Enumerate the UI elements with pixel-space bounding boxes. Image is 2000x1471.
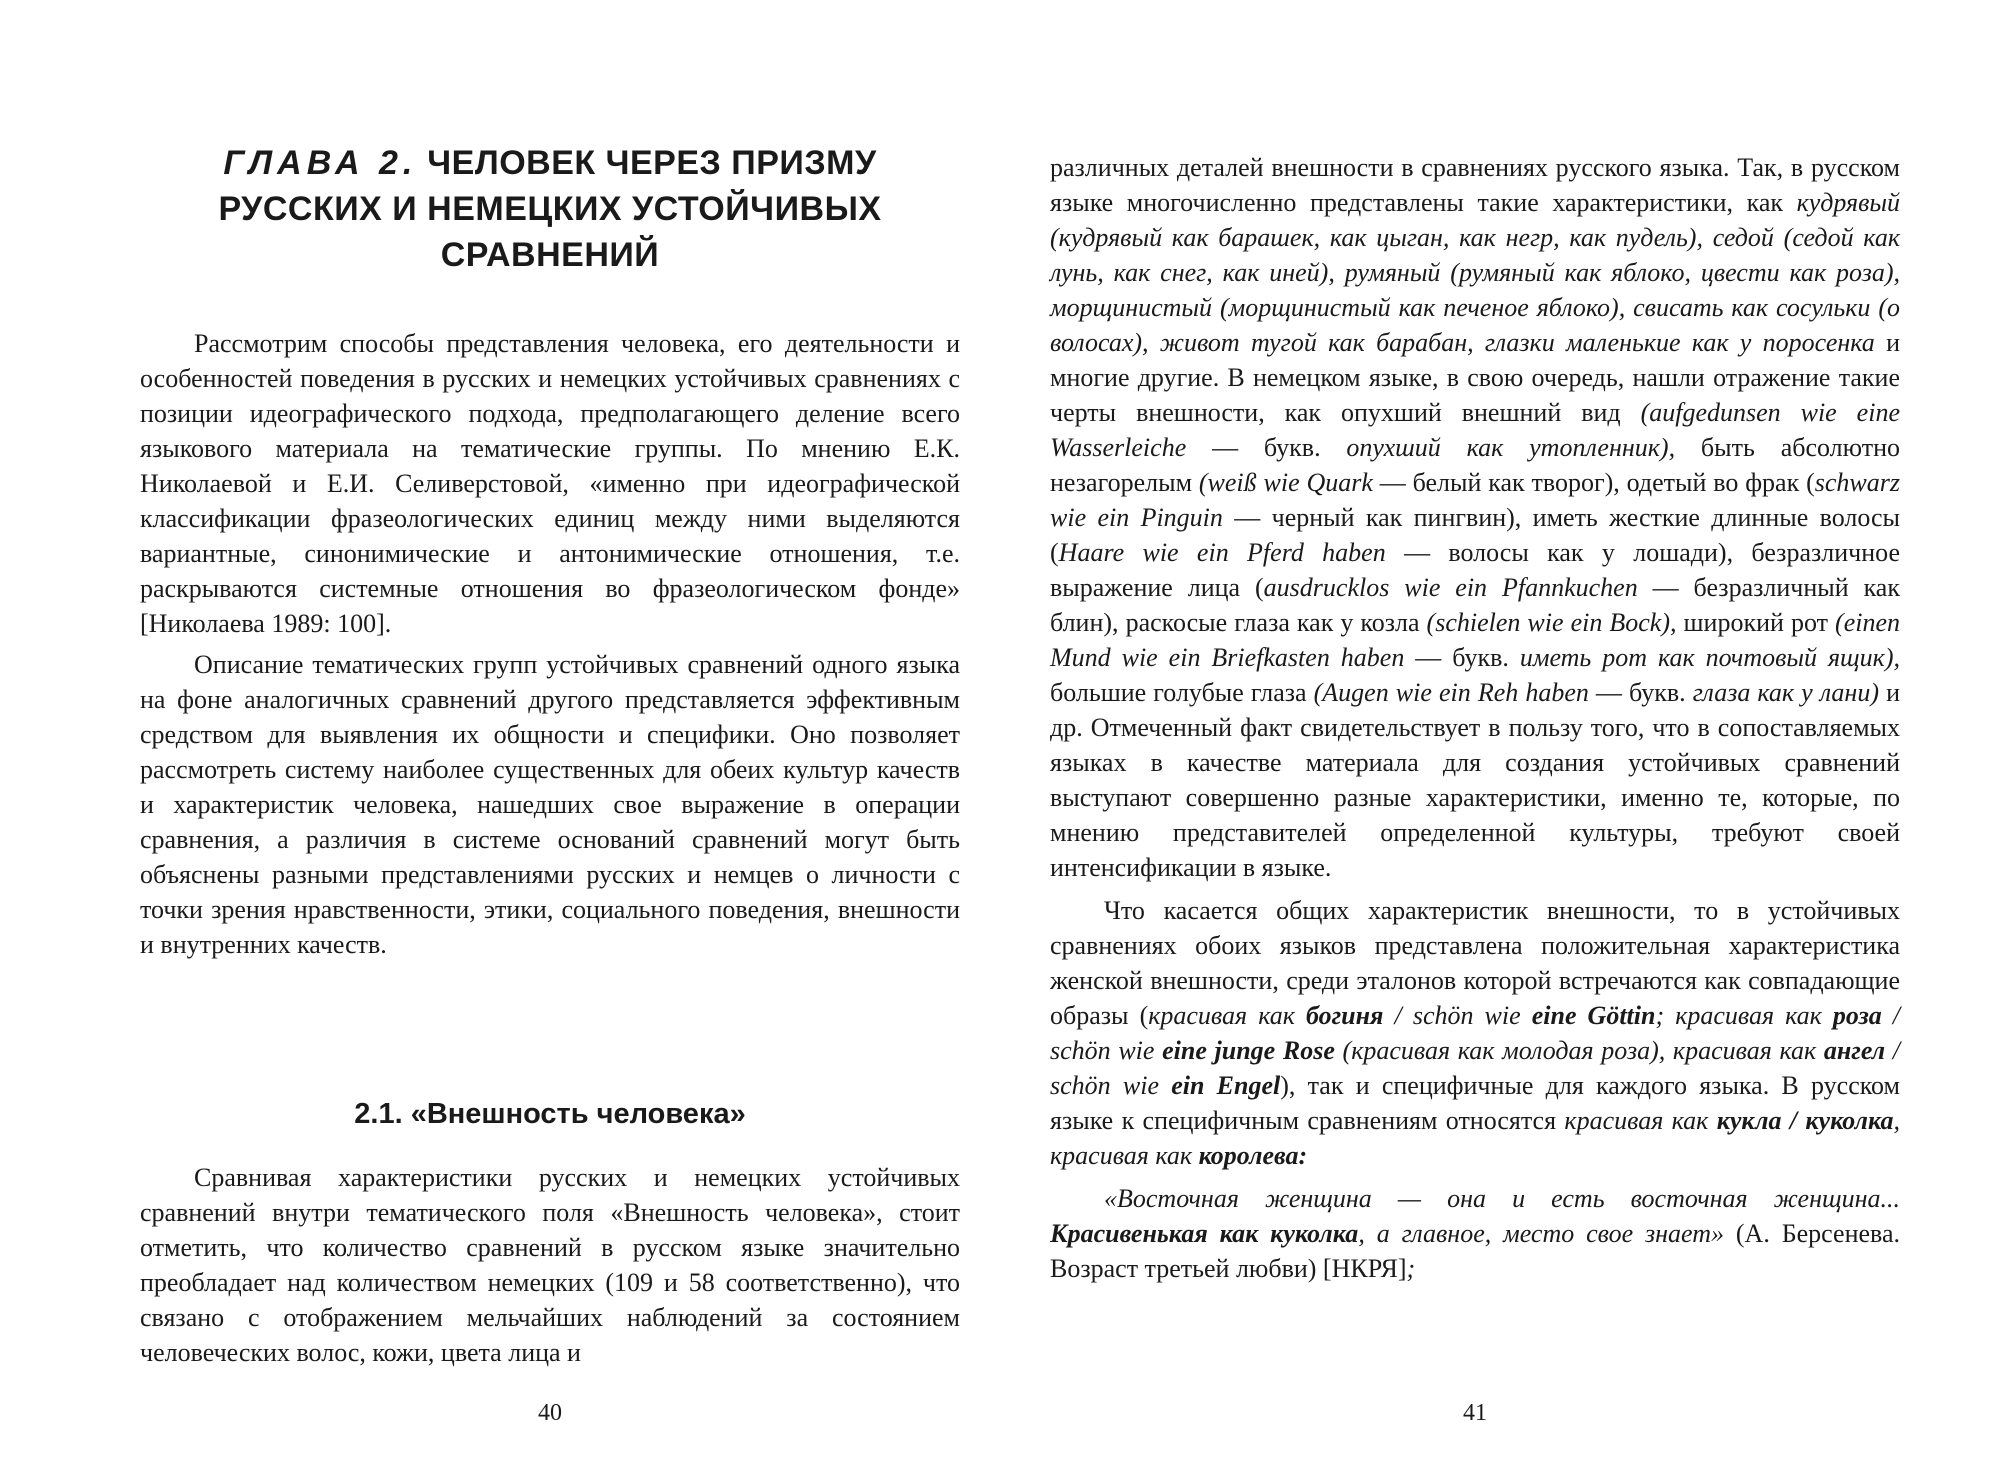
text-run: ; xyxy=(1406,1254,1416,1283)
right-page xyxy=(1050,0,1900,1471)
quote-run: «Восточная женщина — она и есть восточная женщина... xyxy=(1104,1184,1900,1213)
example-run: красивая как xyxy=(1148,1001,1306,1030)
text-run: широкий рот xyxy=(1676,608,1836,637)
example-run: кудрявый (кудрявый как барашек, как цыган, как негр, как пудель), седой (седой как лунь, как снег, как иней), румяный (румяный как яблоко, цвести как роза), морщинистый (морщинистый как печеное яблоко), свисать как сосульки (о волосах), живот тугой как барабан, глазки маленькие как у поросенка xyxy=(1050,188,1900,357)
example-run: / schön wie xyxy=(1050,1036,1900,1100)
text-run: — букв. xyxy=(1404,643,1520,672)
emphasis-run: eine Göttin xyxy=(1531,1001,1656,1030)
text-run: — черный как пингвин), иметь жесткие длинные волосы ( xyxy=(1050,503,1900,567)
emphasis-run: Красивенькая как куколка xyxy=(1050,1219,1359,1248)
section-title: 2.1. «Внешность человека» xyxy=(354,1098,746,1130)
example-run: глаза как у лани) xyxy=(1692,678,1879,707)
example-run: (красивая как молодая роза), красивая как xyxy=(1334,1036,1824,1065)
paragraph: Сравнивая характеристики русских и немецких устойчивых сравнений внутри тематического поля «Внешность человека», стоит отметить, что количество сравнений в русском языке значительно преобладает над количеством немецких (109 и 58 соответственно), что связано с отображением мельчайших наблюдений за состоянием человеческих волос, кожи, цвета лица и xyxy=(140,1163,960,1367)
paragraph: Описание тематических групп устойчивых сравнений одного языка на фоне аналогичных сравнений другого представляется эффективным средством для выявления их общности и специфики. Оно позволяет рассмотреть систему наиболее существенных для обеих культур качеств и характеристик человека, нашедших свое выражение в операции сравнения, а различия в системе оснований сравнений могут быть объяснены разными представлениями русских и немцев о личности с точки зрения нравственности, этики, социального поведения, внешности и внутренних качеств. xyxy=(140,650,960,959)
text-run: — букв. xyxy=(1186,433,1347,462)
paragraph: Рассмотрим способы представления человека, его деятельности и особенностей поведения в русских и немецких устойчивых сравнениях с позиции идеографического подхода, предполагающего деление всего языкового материала на тематические группы. По мнению Е.К. Николаевой и Е.И. Селиверстовой, «именно при идеографической классификации фразеологических единиц между ними выделяются вариантные, синонимические и антонимические отношения, т.е. раскрываются системные отношения во фразеологическом фонде» [Николаева 1989: 100]. xyxy=(140,329,960,638)
example-run: / schön wie xyxy=(1383,1001,1532,1030)
example-run: , красивая как xyxy=(1050,1106,1900,1170)
emphasis-run: ангел xyxy=(1823,1036,1886,1065)
quote-run: , а главное, место свое знает» xyxy=(1358,1219,1725,1248)
text-run: большие голубые глаза xyxy=(1050,678,1314,707)
emphasis-run: кукла / куколка xyxy=(1716,1106,1894,1135)
example-run: (weiß wie Quark xyxy=(1198,468,1373,497)
emphasis-run: роза xyxy=(1832,1001,1882,1030)
paragraph xyxy=(1050,893,1900,1173)
emphasis-run: богиня xyxy=(1305,1001,1384,1030)
text-run: быть абсолютно незагорелым xyxy=(1050,433,1900,497)
paragraph xyxy=(1050,150,1900,885)
example-run: опухший как утопленник), xyxy=(1346,433,1676,462)
text-run: и др. Отмеченный факт свидетельствует в пользу того, что в сопоставляемых языках в качестве материала для создания устойчивых сравнений выступают совершенно разные характеристики, именно те, которые, по мнению представителей определенной культуры, требуют своей интенсификации в языке. xyxy=(1050,678,1900,882)
chapter-title: ЧЕЛОВЕК ЧЕРЕЗ ПРИЗМУ РУССКИХ И НЕМЕЦКИХ УСТОЙЧИВЫХ СРАВНЕНИЙ xyxy=(218,144,882,274)
text-run: — безразличный как блин), раскосые глаза как у козла xyxy=(1050,573,1900,637)
emphasis-run: eine junge Rose xyxy=(1162,1036,1335,1065)
right-text xyxy=(1050,150,1900,1286)
text-run: различных деталей внешности в сравнениях русского языка. Так, в русском языке многочисленно представлены такие характеристики, как xyxy=(1050,153,1900,217)
example-run: Haare wie ein Pferd haben xyxy=(1058,538,1386,567)
example-run: ; красивая как xyxy=(1655,1001,1833,1030)
text-run: Что касается общих характеристик внешности, то в устойчивых сравнениях обоих языков представлена положительная характеристика женской внешности, среди эталонов которой встречаются как совпадающие образы ( xyxy=(1050,896,1900,1030)
left-page xyxy=(140,0,960,1471)
example-run: ausdrucklos wie ein Pfannkuchen xyxy=(1263,573,1638,602)
page-number: 40 xyxy=(538,1400,562,1426)
text-run: — волосы как у лошади), безразличное выражение лица ( xyxy=(1050,538,1900,602)
section-text xyxy=(140,1160,960,1370)
example-run: красивая как xyxy=(1564,1106,1717,1135)
emphasis-run: ein Engel xyxy=(1171,1071,1281,1100)
chapter-label: ГЛАВА 2. xyxy=(223,144,418,182)
text-run: — букв. xyxy=(1588,678,1693,707)
example-run: иметь рот как почтовый ящик), xyxy=(1519,643,1900,672)
example-run: / schön wie xyxy=(1050,1001,1901,1065)
chapter-heading xyxy=(140,140,960,278)
example-run: (schielen wie ein Bock), xyxy=(1426,608,1677,637)
text-run: и многие другие. В немецком языке, в свою очередь, нашли отражение такие черты внешности, как опухший внешний вид xyxy=(1050,328,1901,427)
example-run: (aufgedunsen wie eine Wasserleiche xyxy=(1050,398,1900,462)
example-run: (einen Mund wie ein Briefkasten haben xyxy=(1050,608,1900,672)
page-number: 41 xyxy=(1463,1400,1487,1426)
text-run: — белый как творог), одетый во фрак ( xyxy=(1372,468,1815,497)
quote-paragraph xyxy=(1050,1181,1900,1286)
emphasis-run: королева: xyxy=(1198,1141,1308,1170)
example-run: (Augen wie ein Reh haben xyxy=(1313,678,1589,707)
intro-text xyxy=(140,326,960,962)
text-run: ), так и специфичные для каждого языка. В русском языке к специфичным сравнениям относятся xyxy=(1050,1071,1900,1135)
example-run: schwarz wie ein Pinguin xyxy=(1050,468,1900,532)
citation-run: (А. Берсенева. Возраст третьей любви) [НКРЯ] xyxy=(1050,1219,1900,1283)
